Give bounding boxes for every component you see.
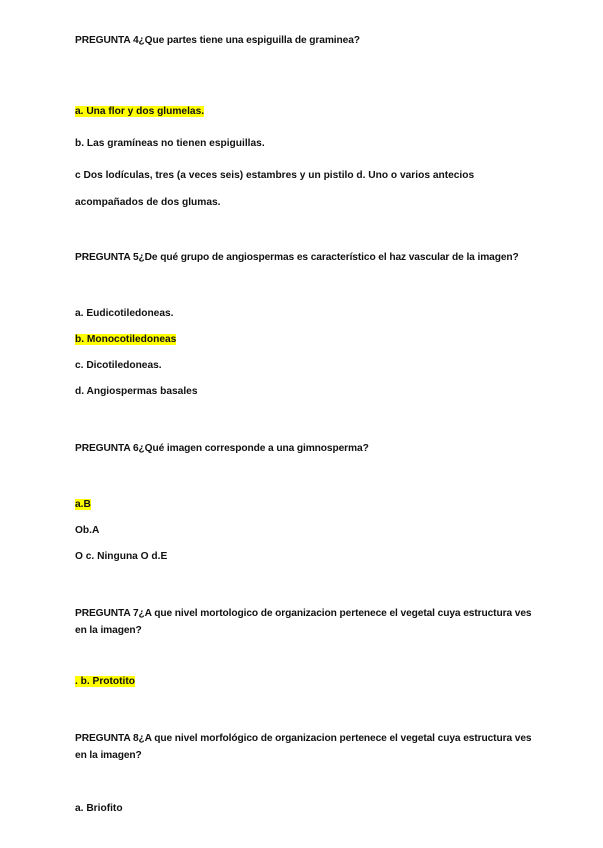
question-5-title: PREGUNTA 5¿De qué grupo de angiospermas es característico el haz vascular de la imagen? bbox=[75, 252, 519, 263]
question-8-title: PREGUNTA 8¿A que nivel morfológico de organizacion pertenece el vegetal cuya estructura ves en la imagen? bbox=[75, 733, 532, 761]
question-4-title: PREGUNTA 4¿Que partes tiene una espiguilla de graminea? bbox=[75, 35, 360, 46]
question-6-title: PREGUNTA 6¿Qué imagen corresponde a una gimnosperma? bbox=[75, 443, 369, 454]
question-5-option-a: a. Eudicotiledoneas. bbox=[75, 308, 174, 319]
question-4-option-a bbox=[75, 105, 537, 118]
highlighted-answer: . b. Prototito bbox=[75, 676, 135, 687]
question-4-option-c: c Dos lodículas, tres (a veces seis) estambres y un pistilo d. Uno o varios antecios acompañados de dos glumas. bbox=[75, 170, 475, 208]
question-5-option-d: d. Angiospermas basales bbox=[75, 386, 198, 397]
highlighted-answer: a. Una flor y dos glumelas. bbox=[75, 106, 205, 117]
highlighted-answer: a.B bbox=[75, 499, 91, 510]
question-7-option-b bbox=[75, 675, 537, 688]
question-6-option-a bbox=[75, 498, 537, 511]
highlighted-answer: b. Monocotiledoneas bbox=[75, 334, 177, 345]
question-6-option-b: Ob.A bbox=[75, 525, 100, 536]
question-5-option-b bbox=[75, 333, 537, 346]
question-7-title: PREGUNTA 7¿A que nivel mortologico de organizacion pertenece el vegetal cuya estructura ves en la imagen? bbox=[75, 608, 532, 636]
question-6-option-cd: O c. Ninguna O d.E bbox=[75, 551, 168, 562]
question-4-option-b: b. Las gramíneas no tienen espiguillas. bbox=[75, 138, 265, 149]
question-5-option-c: c. Dicotiledoneas. bbox=[75, 360, 162, 371]
question-8-option-a: a. Briofito bbox=[75, 803, 123, 814]
